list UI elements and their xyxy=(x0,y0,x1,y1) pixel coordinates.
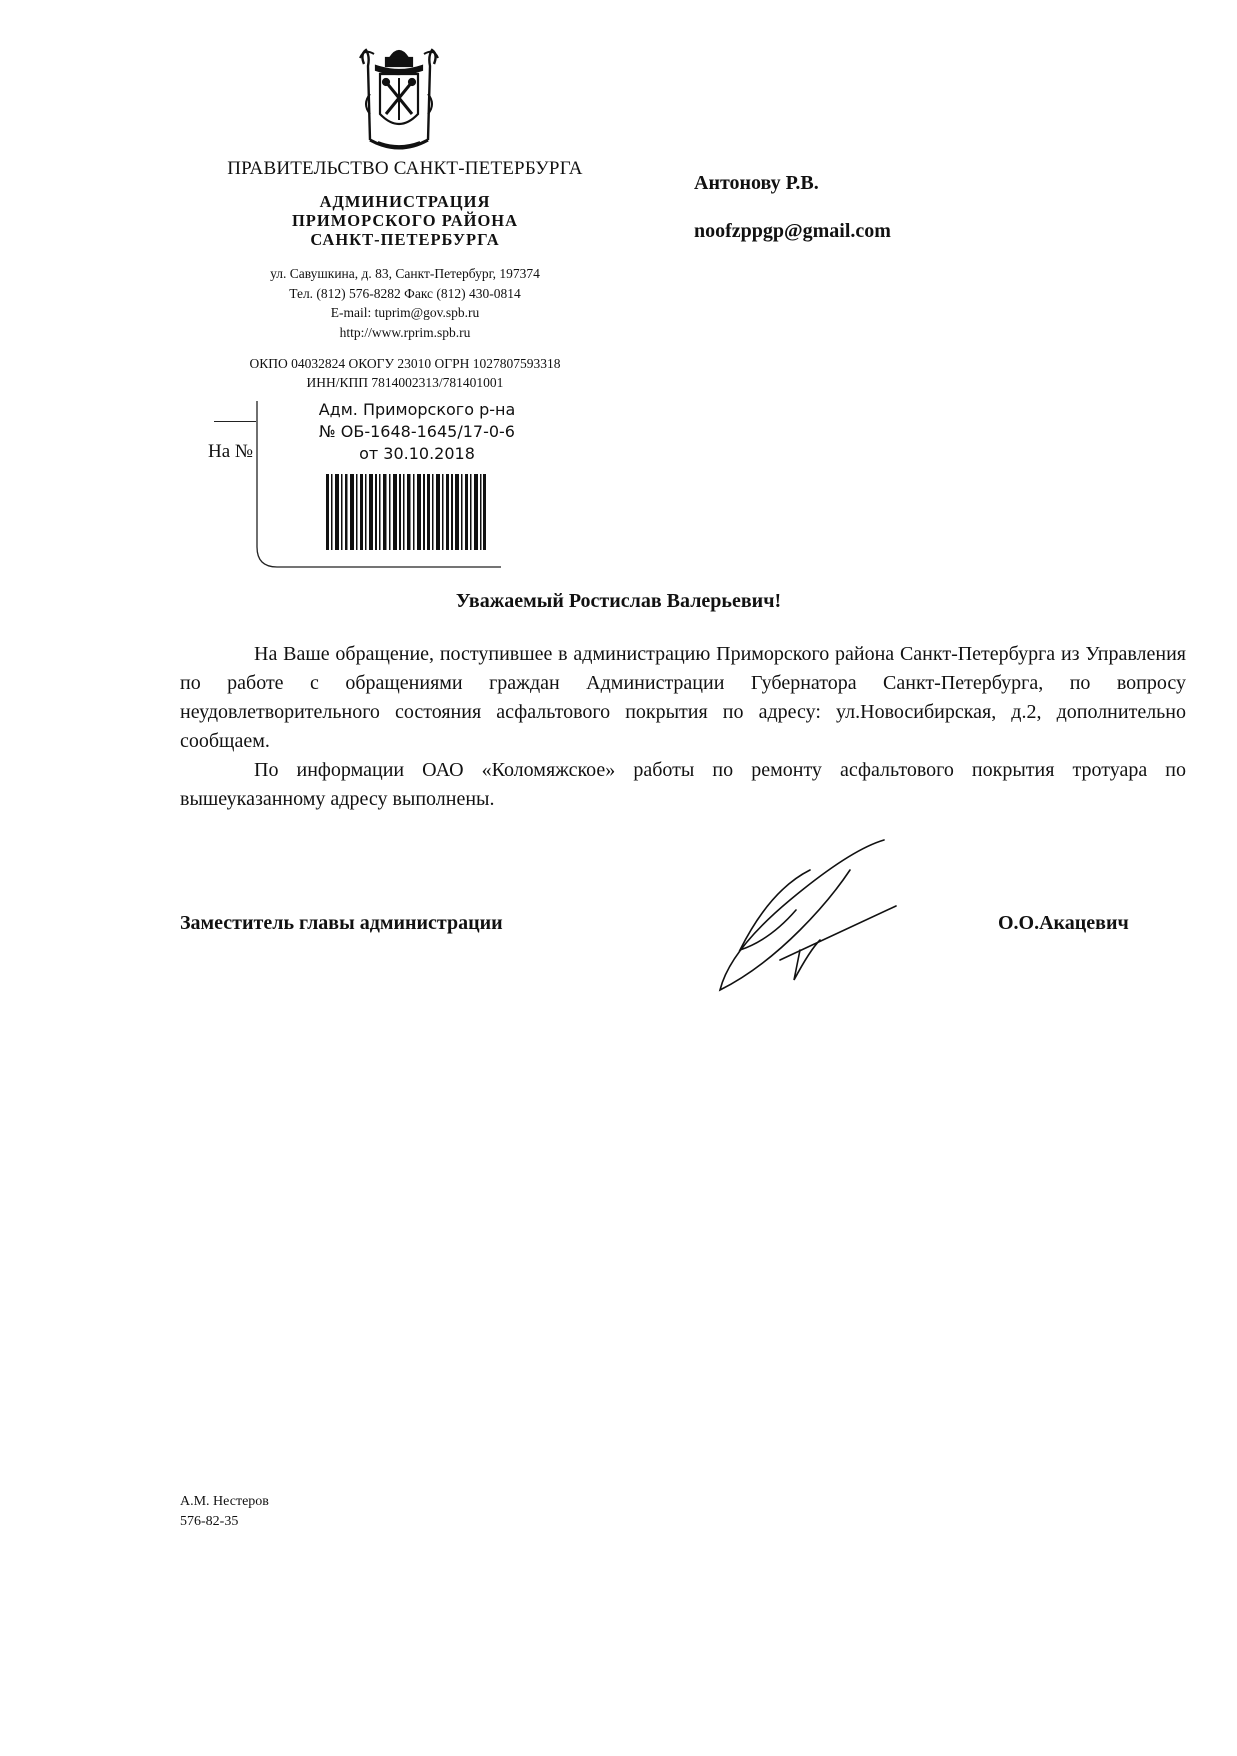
email-line: E-mail: tuprim@gov.spb.ru xyxy=(330,305,480,320)
administration-title xyxy=(190,192,620,249)
number-underline xyxy=(214,421,256,422)
website-line: http://www.rprim.spb.ru xyxy=(339,324,471,340)
body-paragraph: По информации ОАО «Коломяжское» работы по ремонту асфальтового покрытия тротуара по вышеуказанному адресу выполнены. xyxy=(180,759,1186,810)
reply-to-number-label: На № xyxy=(208,441,254,462)
administration-title-line: ПРИМОРСКОГО РАЙОНА xyxy=(291,211,519,230)
administration-title-line: САНКТ-ПЕТЕРБУРГА xyxy=(310,230,500,249)
administration-title-line: АДМИНИСТРАЦИЯ xyxy=(319,192,491,211)
recipient-name: Антонову Р.В. xyxy=(694,172,819,194)
recipient-email: noofzppgp@gmail.com xyxy=(694,220,891,242)
codes-line: ОКПО 04032824 ОКОГУ 23010 ОГРН 1027807593318 xyxy=(249,356,561,371)
government-title: ПРАВИТЕЛЬСТВО САНКТ-ПЕТЕРБУРГА xyxy=(227,158,583,179)
stamp-line: от 30.10.2018 xyxy=(359,444,475,463)
coat-of-arms-icon xyxy=(356,44,442,156)
stamp-line: Адм. Приморского р-на xyxy=(318,400,516,419)
salutation: Уважаемый Ростислав Валерьевич! xyxy=(455,590,782,612)
executor-name: А.М. Нестеров xyxy=(180,1494,269,1509)
contact-block xyxy=(190,264,620,342)
body-paragraph: На Ваше обращение, поступившее в администрацию Приморского района Санкт-Петербурга из Управления по работе с обращениями граждан Администрации Губернатора Санкт-Петербурга, по вопросу неудовлетворительного состояния асфальтового покрытия по адресу: ул.Новосибирская, д.2, дополнительно сообщаем. xyxy=(180,643,1186,752)
registration-codes xyxy=(190,354,620,392)
phone-fax-line: Тел. (812) 576-8282 Факс (812) 430-0814 xyxy=(289,285,521,301)
codes-line: ИНН/КПП 7814002313/781401001 xyxy=(306,375,504,390)
executor-block xyxy=(180,1492,269,1532)
barcode-icon xyxy=(326,474,486,550)
handwritten-signature xyxy=(700,830,920,1000)
address-line: ул. Савушкина, д. 83, Санкт-Петербург, 197374 xyxy=(270,266,540,281)
signatory-name: О.О.Акацевич xyxy=(998,912,1129,934)
stamp-line: № ОБ-1648-1645/17-0-6 xyxy=(319,422,515,441)
executor-phone: 576-82-35 xyxy=(180,1514,239,1529)
signatory-title: Заместитель главы администрации xyxy=(180,912,503,934)
